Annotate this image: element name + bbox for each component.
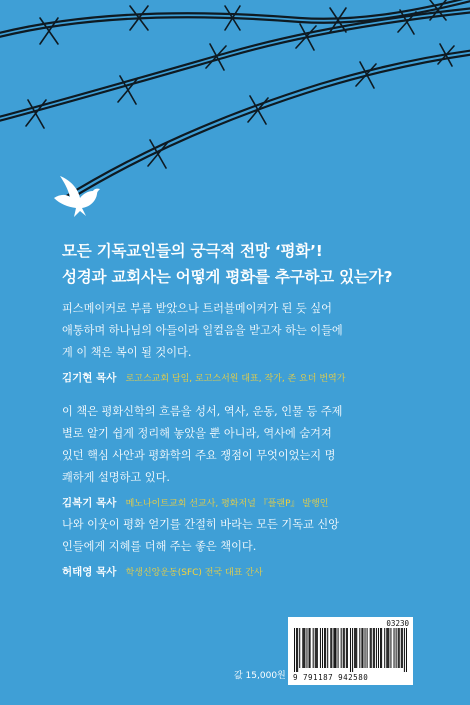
barcode-bar <box>299 628 300 668</box>
endorsement-2 <box>62 401 414 512</box>
barcode-bar <box>406 628 407 672</box>
headline <box>62 238 422 290</box>
barcode-bar <box>309 628 310 668</box>
barcode-bar <box>374 628 375 668</box>
endorser-signature <box>62 495 414 512</box>
endorser-role: 로고스교회 담임, 로고스서원 대표, 작가, 존 요더 번역가 <box>125 374 346 384</box>
quote-line: 별로 알기 쉽게 정리해 놓았을 뿐 아니라, 역사에 숨겨져 <box>62 427 332 440</box>
barcode-bar <box>404 628 405 672</box>
barcode-bar <box>316 628 317 668</box>
barcode-bar <box>315 628 316 668</box>
barcode-bar <box>352 628 353 672</box>
quote-line: 이 책은 평화신학의 흐름을 성서, 역사, 운동, 인물 등 주제 <box>62 405 343 418</box>
endorser-signature <box>62 370 414 387</box>
barcode-addon-number: 03230 <box>386 619 409 628</box>
barcode-bar <box>384 628 385 668</box>
barcode-bar <box>296 628 297 672</box>
dove-icon <box>52 176 102 220</box>
isbn-barcode-icon <box>294 628 407 672</box>
barcode-bar <box>325 628 326 668</box>
endorser-role: 메노나이트교회 선교사, 평화저널 『플랜P』 발행인 <box>125 499 329 509</box>
barcode-bar <box>324 628 325 668</box>
barcode-bar <box>376 628 377 668</box>
barcode-bar <box>401 628 402 668</box>
barcode-bar <box>338 628 339 668</box>
barcode-bar <box>294 628 295 672</box>
barcode-bar <box>335 628 336 668</box>
price: 값 15,000원 <box>234 671 286 681</box>
barcode-bar <box>394 628 395 668</box>
endorser-name: 김복기 목사 <box>62 497 117 509</box>
barcode-bar <box>327 628 328 668</box>
barcode-bar <box>331 628 332 668</box>
barcode-bar <box>355 628 356 668</box>
barcode-bar <box>386 628 387 668</box>
barcode-bar <box>346 628 347 668</box>
endorser-role: 학생신앙운동(SFC) 전국 대표 간사 <box>125 568 263 578</box>
barcode-bar <box>310 628 311 668</box>
barcode-bar <box>367 628 368 668</box>
barcode-bar <box>361 628 362 668</box>
barcode-bar <box>333 628 334 668</box>
endorsement-1 <box>62 298 414 387</box>
headline-line-2: 성경과 교회사는 어떻게 평화를 추구하고 있는가? <box>62 268 393 286</box>
barcode-bar <box>350 628 351 672</box>
barcode-bar <box>330 628 331 668</box>
barcode-bar <box>341 628 342 668</box>
barcode-bar <box>306 628 307 668</box>
barcode-bar <box>322 628 323 668</box>
barcode-bar <box>317 628 318 668</box>
barcode-bar <box>370 628 371 668</box>
barcode-bar <box>387 628 388 668</box>
endorser-name: 김기현 목사 <box>62 372 117 384</box>
barcode-bar <box>354 628 355 668</box>
barcode-bar <box>396 628 397 668</box>
barcode-bar <box>373 628 374 668</box>
quote-line: 피스메이커로 부름 받았으나 트러블메이커가 된 듯 싶어 <box>62 302 332 315</box>
barcode-bar <box>313 628 314 668</box>
barcode-bar <box>378 628 379 668</box>
quote-line: 나와 이웃이 평화 얻기를 간절히 바라는 모든 기독교 신앙 <box>62 518 340 531</box>
endorsement-quote <box>62 298 414 364</box>
quote-line: 쾌하게 설명하고 있다. <box>62 471 170 484</box>
barcode-bar <box>297 628 298 672</box>
barbed-wire-icon <box>0 0 470 200</box>
endorser-name: 허태영 목사 <box>62 566 117 578</box>
barcode-bar <box>398 628 399 668</box>
barcode-bar <box>380 628 381 668</box>
quote-line: 애통하며 하나님의 아들이라 일컬음을 받고자 하는 이들에 <box>62 324 343 337</box>
barcode-bar <box>304 628 305 668</box>
quote-line: 게 이 책은 복이 될 것이다. <box>62 346 192 359</box>
endorsement-quote <box>62 401 414 489</box>
quote-line: 인들에게 지혜를 더해 주는 좋은 책이다. <box>62 540 257 553</box>
endorsement-3 <box>62 514 414 581</box>
endorsement-quote <box>62 514 414 558</box>
barcode-bar <box>344 628 345 668</box>
barcode-bar <box>388 628 389 668</box>
endorser-signature <box>62 564 414 581</box>
quote-line: 있던 핵심 사안과 평화학의 주요 쟁점이 무엇이었는지 명 <box>62 449 336 462</box>
barcode-bar <box>402 628 403 668</box>
headline-line-1: 모든 기독교인들의 궁극적 전망 ‘평화’! <box>62 242 323 260</box>
barcode-bar <box>365 628 366 668</box>
barcode-bar <box>302 628 303 668</box>
barcode-bar <box>399 628 400 668</box>
isbn-barcode <box>288 617 413 685</box>
isbn-number: 9 791187 942580 <box>293 673 369 682</box>
barcode-bar <box>303 628 304 668</box>
barcode-bar <box>334 628 335 668</box>
barcode-bar <box>371 628 372 668</box>
barcode-bar <box>390 628 391 668</box>
barcode-bar <box>343 628 344 668</box>
barcode-bar <box>362 628 363 668</box>
barcode-bar <box>381 628 382 668</box>
barcode-bar <box>356 628 357 668</box>
barcode-bar <box>347 628 348 668</box>
barcode-bar <box>320 628 321 668</box>
barcode-bar <box>359 628 360 668</box>
